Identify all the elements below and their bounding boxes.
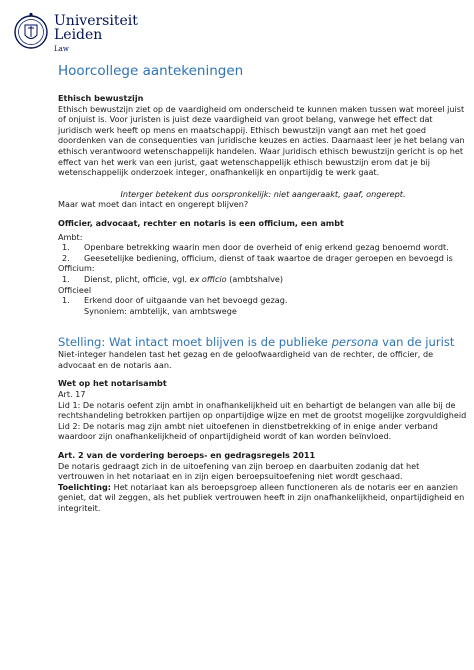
paragraph-ethisch: Ethisch bewustzijn ziet op de vaardigheid om onderscheid te kunnen maken tussen wat moreel juist of onjuist is. Voor juristen is juist deze vaardigheid van groot belang, vanwege het effect dat juridisch werk heeft op mens en maatschappij. Ethisch bewustzijn vangt aan met het goed doordenken van de consequenties van juridische keuzes en acties. Daarnaast leer je het belang van ethisch verantwoord wetenschappelijk handelen. Waar juridisch ethisch bewustzijn gericht is op het effect van het werk van een jurist, gaat wetenschappelijk ethisch bewustzijn erom dat je bij wetenschappelijk onderzoek integer, onafhankelijk en onpartijdig te werk gaat.: [58, 103, 465, 178]
lid-1: Lid 1: De notaris oefent zijn ambt in onafhankelijkheid uit en behartigt de belangen van alle bij de rechtshandeling betrokken partijen op onpartijdige wijze en met de grootst mogelijke zorgvuldigheid: [58, 399, 467, 421]
page-title: Hoorcollege aantekeningen: [58, 63, 244, 79]
section-heading-officium: Officier, advocaat, rechter en notaris is een officium, een ambt: [58, 217, 344, 228]
logo-wordmark: [54, 14, 138, 54]
synonym-text: Synoniem: ambtelijk, van ambtswege: [84, 305, 237, 316]
list-item: 2. Geesetelijke bediening, officium, dienst of taak waartoe de drager geroepen en bevoegd is: [62, 252, 453, 263]
toelichting: Toelichting: Het notariaat kan als beroepsgroep alleen functioneren als de notaris eer en aanzien geniet, dat wil zeggen, als het publiek vertrouwen heeft in zijn onafhankelijkheid, onpartijdigheid en integriteit.: [58, 481, 465, 513]
logo-line-2: Leiden: [54, 27, 103, 43]
university-logo: [14, 11, 144, 57]
label-ambt: Ambt:: [58, 231, 83, 242]
question-text: Maar wat moet dan intact en ongerept blijven?: [58, 199, 249, 210]
section-heading-art2: Art. 2 van de vordering beroeps- en gedragsregels 2011: [58, 450, 316, 461]
section-heading-wet: Wet op het notarisambt: [58, 378, 167, 389]
quote-integer: Interger betekent dus oorspronkelijk: niet aangeraakt, gaaf, ongerept.: [120, 188, 406, 199]
officieel-list: [58, 295, 468, 316]
officium-list: [58, 274, 468, 285]
label-officium: Officium:: [58, 263, 95, 274]
paragraph-stelling: Niet-integer handelen tast het gezag en de geloofwaardigheid van de rechter, de officier, de advocaat en de notaris aan.: [58, 349, 434, 370]
list-item: 1. Openbare betrekking waarin men door de overheid of enig erkend gezag benoemd wordt.: [62, 242, 449, 253]
label-officieel: Officieel: [58, 284, 92, 295]
article-number: Art. 17: [58, 389, 86, 400]
document-content: [58, 63, 468, 514]
section-heading-ethisch: Ethisch bewustzijn: [58, 93, 144, 103]
paragraph-art2: De notaris gedraagt zich in de uitoefening van zijn beroep en daarbuiten zodanig dat het vertrouwen in het notariaat en in zijn eigen beroepsuitoefening niet wordt geschaad.: [58, 460, 420, 482]
logo-line-1: Universiteit: [54, 13, 138, 29]
ambt-list: [58, 242, 468, 263]
stelling-heading: Stelling: Wat intact moet blijven is de publieke persona van de jurist: [58, 335, 455, 350]
logo-line-3: Law: [54, 45, 69, 53]
lid-2: Lid 2: De notaris mag zijn ambt niet uitoefenen in dienstbetrekking of in enige ander verband waardoor zijn onafhankelijkheid of onpartijdigheid wordt of kan worden beïnvloed.: [58, 420, 438, 442]
list-item: 1. Dienst, plicht, officie, vgl. ex officio (ambtshalve): [62, 273, 284, 284]
leiden-seal-icon: [14, 11, 48, 53]
list-item: 1. Erkend door of uitgaande van het bevoegd gezag. Synoniem: ambtelijk, van ambtswege: [62, 295, 288, 316]
